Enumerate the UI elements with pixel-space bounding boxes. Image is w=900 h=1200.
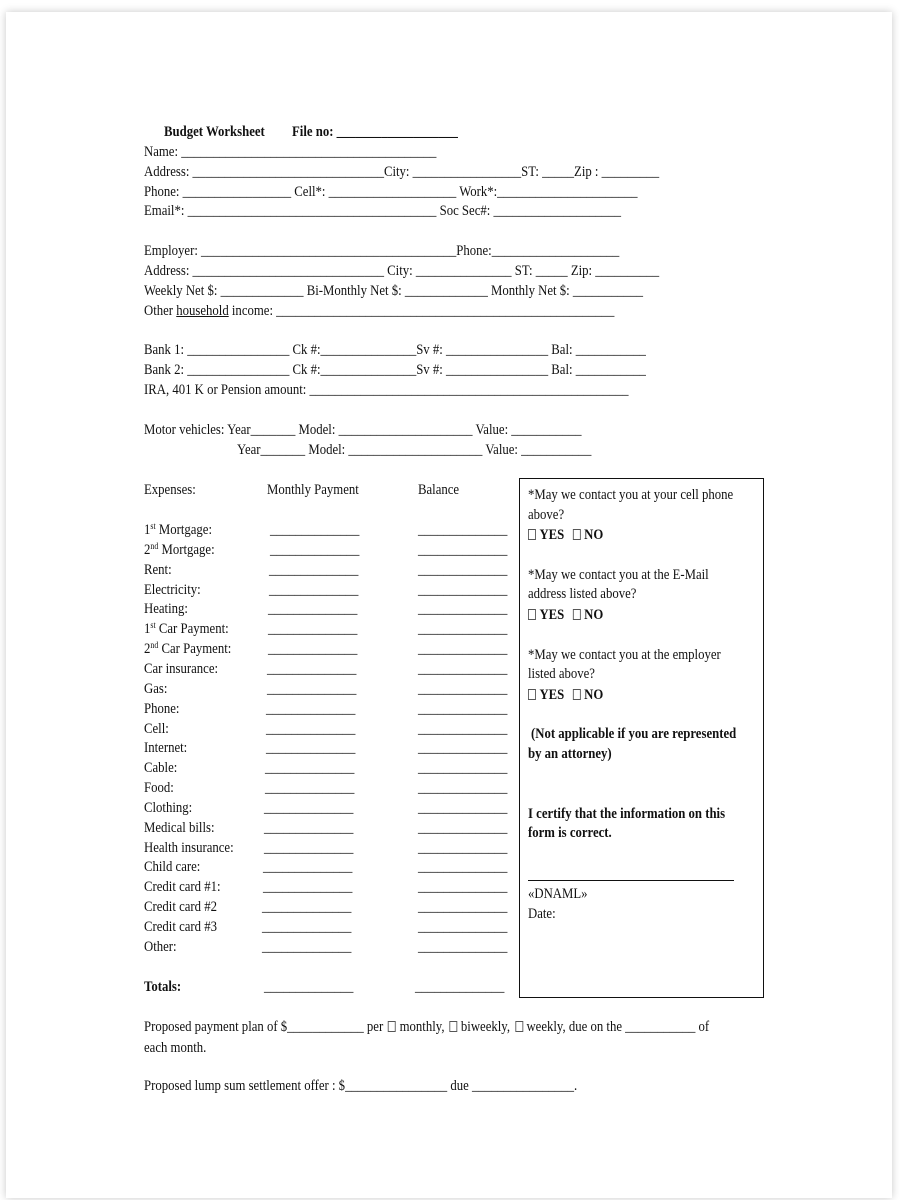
- expense-label-text: Clothing:: [144, 800, 193, 816]
- email-question-line2: address listed above?: [528, 586, 637, 602]
- ordinal-suffix: st: [150, 521, 156, 531]
- balance-field[interactable]: ______________: [418, 800, 508, 816]
- expense-label-text: Mortgage:: [158, 542, 215, 558]
- monthly-payment-field[interactable]: ______________: [265, 780, 355, 796]
- expense-label: [144, 600, 188, 618]
- weekly-checkbox[interactable]: [515, 1021, 523, 1032]
- expense-label: [144, 839, 234, 857]
- expense-label-text: Medical bills:: [144, 820, 215, 836]
- ira-field[interactable]: IRA, 401 K or Pension amount: __________________________________________________: [144, 382, 629, 398]
- balance-field[interactable]: ______________: [418, 641, 508, 657]
- other-suffix: income: _____________________________________________________: [228, 303, 615, 319]
- ordinal-number: 1: [144, 621, 151, 637]
- balance-field[interactable]: ______________: [418, 760, 508, 776]
- employer-consent-options: [528, 686, 603, 704]
- expense-label-text: Food:: [144, 780, 174, 796]
- name-field[interactable]: Name: ________________________________________: [144, 144, 437, 160]
- expense-label: [144, 759, 177, 777]
- balance-field[interactable]: ______________: [418, 621, 508, 637]
- expense-label-text: Electricity:: [144, 582, 201, 598]
- balance-field[interactable]: ______________: [418, 601, 508, 617]
- totals-monthly-field[interactable]: ______________: [264, 979, 354, 995]
- vehicle2-field[interactable]: Year_______ Model: _____________________ Value: ___________: [237, 442, 592, 458]
- monthly-payment-field[interactable]: ______________: [269, 582, 359, 598]
- expense-label: [144, 521, 212, 539]
- expense-label: [144, 581, 201, 599]
- weekly-label: weekly, due on the ___________ of: [526, 1019, 710, 1035]
- expense-label-text: Other:: [144, 939, 177, 955]
- vehicle1-field[interactable]: Motor vehicles: Year_______ Model: _____________________ Value: ___________: [144, 422, 582, 438]
- email-consent-options: [528, 606, 603, 624]
- monthly-label: monthly,: [399, 1019, 445, 1035]
- expense-label: [144, 938, 177, 956]
- monthly-payment-field[interactable]: ______________: [268, 601, 358, 617]
- cell-question-line1: *May we contact you at your cell phone: [528, 487, 734, 503]
- expense-label-text: Car insurance:: [144, 661, 219, 677]
- balance-field[interactable]: ______________: [418, 582, 508, 598]
- expense-label: [144, 918, 217, 936]
- expense-label-text: Heating:: [144, 601, 188, 617]
- balance-field[interactable]: ______________: [418, 721, 508, 737]
- expense-label-text: Car Payment:: [155, 621, 229, 637]
- monthly-payment-field[interactable]: ______________: [268, 641, 358, 657]
- monthly-payment-field[interactable]: ______________: [266, 740, 356, 756]
- balance-header: Balance: [418, 482, 460, 498]
- expense-label-text: Health insurance:: [144, 840, 234, 856]
- monthly-payment-field[interactable]: ______________: [264, 840, 354, 856]
- payment-plan-amount: Proposed payment plan of $____________ per: [144, 1019, 384, 1035]
- cell-yes-label: YES: [539, 527, 565, 543]
- ordinal-suffix: st: [150, 620, 156, 630]
- attorney-note-line2: by an attorney): [528, 746, 612, 762]
- balance-field[interactable]: ______________: [418, 661, 508, 677]
- cell-consent-options: [528, 526, 603, 544]
- address-field[interactable]: Address: ______________________________City: _________________ST: _____Zip : _________: [144, 164, 660, 180]
- expense-label-text: Phone:: [144, 701, 180, 717]
- other-income-field[interactable]: [144, 302, 614, 320]
- monthly-payment-field[interactable]: ______________: [270, 522, 360, 538]
- balance-field[interactable]: ______________: [418, 562, 508, 578]
- monthly-payment-field[interactable]: ______________: [265, 760, 355, 776]
- cell-yes-checkbox[interactable]: [528, 529, 536, 540]
- biweekly-label: biweekly,: [460, 1019, 511, 1035]
- employer-no-checkbox[interactable]: [573, 689, 581, 700]
- file-number-field[interactable]: File no: ___________________: [292, 124, 458, 140]
- ordinal-suffix: nd: [150, 640, 159, 650]
- balance-field[interactable]: ______________: [418, 681, 508, 697]
- monthly-checkbox[interactable]: [388, 1021, 396, 1032]
- household-word: household: [176, 303, 229, 319]
- expense-label: [144, 620, 229, 638]
- monthly-payment-field[interactable]: ______________: [264, 800, 354, 816]
- cell-no-checkbox[interactable]: [573, 529, 581, 540]
- balance-field[interactable]: ______________: [418, 919, 508, 935]
- balance-field[interactable]: ______________: [418, 939, 508, 955]
- payment-plan-line2: each month.: [144, 1040, 207, 1056]
- email-field[interactable]: Email*: _______________________________________ Soc Sec#: ____________________: [144, 203, 622, 219]
- expense-label: [144, 819, 215, 837]
- email-no-checkbox[interactable]: [573, 609, 581, 620]
- ordinal-number: 2: [144, 542, 151, 558]
- attorney-note-line1: (Not applicable if you are represented: [531, 726, 737, 742]
- monthly-payment-field[interactable]: ______________: [263, 859, 353, 875]
- signature-line[interactable]: [528, 880, 734, 881]
- bank2-field[interactable]: Bank 2: ________________ Ck #:_______________Sv #: ________________ Bal: ___________: [144, 362, 646, 378]
- employer-yes-checkbox[interactable]: [528, 689, 536, 700]
- monthly-payment-field[interactable]: ______________: [266, 721, 356, 737]
- balance-field[interactable]: ______________: [418, 542, 508, 558]
- other-prefix: Other: [144, 303, 177, 319]
- monthly-payment-field[interactable]: ______________: [268, 621, 358, 637]
- balance-field[interactable]: ______________: [418, 522, 508, 538]
- balance-field[interactable]: ______________: [418, 701, 508, 717]
- date-label[interactable]: Date:: [528, 906, 556, 922]
- employer-field[interactable]: Employer: ________________________________________Phone:____________________: [144, 243, 620, 259]
- expense-label: [144, 898, 217, 916]
- monthly-payment-field[interactable]: ______________: [263, 879, 353, 895]
- net-income-field[interactable]: Weekly Net $: _____________ Bi-Monthly Net $: _____________ Monthly Net $: ___________: [144, 283, 644, 299]
- expense-label-text: Credit card #1:: [144, 879, 221, 895]
- totals-label: Totals:: [144, 979, 182, 995]
- totals-balance-field[interactable]: ______________: [415, 979, 505, 995]
- monthly-payment-field[interactable]: ______________: [264, 820, 354, 836]
- expense-label: [144, 779, 174, 797]
- monthly-payment-field[interactable]: ______________: [270, 542, 360, 558]
- monthly-payment-field[interactable]: ______________: [266, 701, 356, 717]
- payment-plan-line1[interactable]: [144, 1018, 709, 1036]
- monthly-payment-field[interactable]: ______________: [267, 681, 357, 697]
- ordinal-number: 1: [144, 522, 151, 538]
- expense-label-text: Cell:: [144, 721, 169, 737]
- cell-no-label: NO: [584, 527, 604, 543]
- expense-label: [144, 561, 172, 579]
- worksheet-title: Budget Worksheet: [164, 124, 265, 140]
- balance-field[interactable]: ______________: [418, 820, 508, 836]
- balance-field[interactable]: ______________: [418, 899, 508, 915]
- bank1-field[interactable]: Bank 1: ________________ Ck #:_______________Sv #: ________________ Bal: ___________: [144, 342, 646, 358]
- expense-label: [144, 680, 167, 698]
- balance-field[interactable]: ______________: [418, 879, 508, 895]
- expense-label: [144, 739, 187, 757]
- expense-label: [144, 720, 169, 738]
- employer-no-label: NO: [584, 687, 604, 703]
- phone-field[interactable]: Phone: _________________ Cell*: ____________________ Work*:______________________: [144, 184, 638, 200]
- expense-label: [144, 640, 231, 658]
- expense-label-text: Credit card #2: [144, 899, 217, 915]
- expense-label-text: Car Payment:: [158, 641, 232, 657]
- expense-label-text: Rent:: [144, 562, 172, 578]
- expense-label: [144, 541, 215, 559]
- balance-field[interactable]: ______________: [418, 840, 508, 856]
- email-no-label: NO: [584, 607, 604, 623]
- expense-label-text: Cable:: [144, 760, 178, 776]
- lump-sum-field[interactable]: Proposed lump sum settlement offer : $________________ due ________________.: [144, 1078, 578, 1094]
- employer-question-line2: listed above?: [528, 666, 595, 682]
- balance-field[interactable]: ______________: [418, 780, 508, 796]
- email-question-line1: *May we contact you at the E-Mail: [528, 567, 709, 583]
- expense-label: [144, 660, 218, 678]
- monthly-payment-field[interactable]: ______________: [262, 899, 352, 915]
- employer-yes-label: YES: [539, 687, 565, 703]
- monthly-payment-field[interactable]: ______________: [262, 939, 352, 955]
- balance-field[interactable]: ______________: [418, 740, 508, 756]
- dname-field: «DNAML»: [528, 886, 588, 902]
- certify-line2: form is correct.: [528, 825, 612, 841]
- expense-label: [144, 858, 200, 876]
- employer-address-field[interactable]: Address: ______________________________ City: _______________ ST: _____ Zip: __________: [144, 263, 660, 279]
- expense-label: [144, 878, 221, 896]
- expense-label: [144, 799, 192, 817]
- certify-line1: I certify that the information on this: [528, 806, 726, 822]
- expense-label: [144, 700, 179, 718]
- biweekly-checkbox[interactable]: [449, 1021, 457, 1032]
- monthly-payment-field[interactable]: ______________: [269, 562, 359, 578]
- expense-label-text: Child care:: [144, 859, 201, 875]
- ordinal-number: 2: [144, 641, 151, 657]
- ordinal-suffix: nd: [150, 541, 159, 551]
- email-yes-checkbox[interactable]: [528, 609, 536, 620]
- expense-label-text: Internet:: [144, 740, 188, 756]
- balance-field[interactable]: ______________: [418, 859, 508, 875]
- email-yes-label: YES: [539, 607, 565, 623]
- expense-label-text: Mortgage:: [155, 522, 213, 538]
- expenses-label: Expenses:: [144, 482, 196, 498]
- expense-label-text: Gas:: [144, 681, 168, 697]
- cell-question-line2: above?: [528, 507, 565, 523]
- employer-question-line1: *May we contact you at the employer: [528, 647, 721, 663]
- monthly-payment-header: Monthly Payment: [267, 482, 359, 498]
- monthly-payment-field[interactable]: ______________: [267, 661, 357, 677]
- monthly-payment-field[interactable]: ______________: [262, 919, 352, 935]
- expense-label-text: Credit card #3: [144, 919, 217, 935]
